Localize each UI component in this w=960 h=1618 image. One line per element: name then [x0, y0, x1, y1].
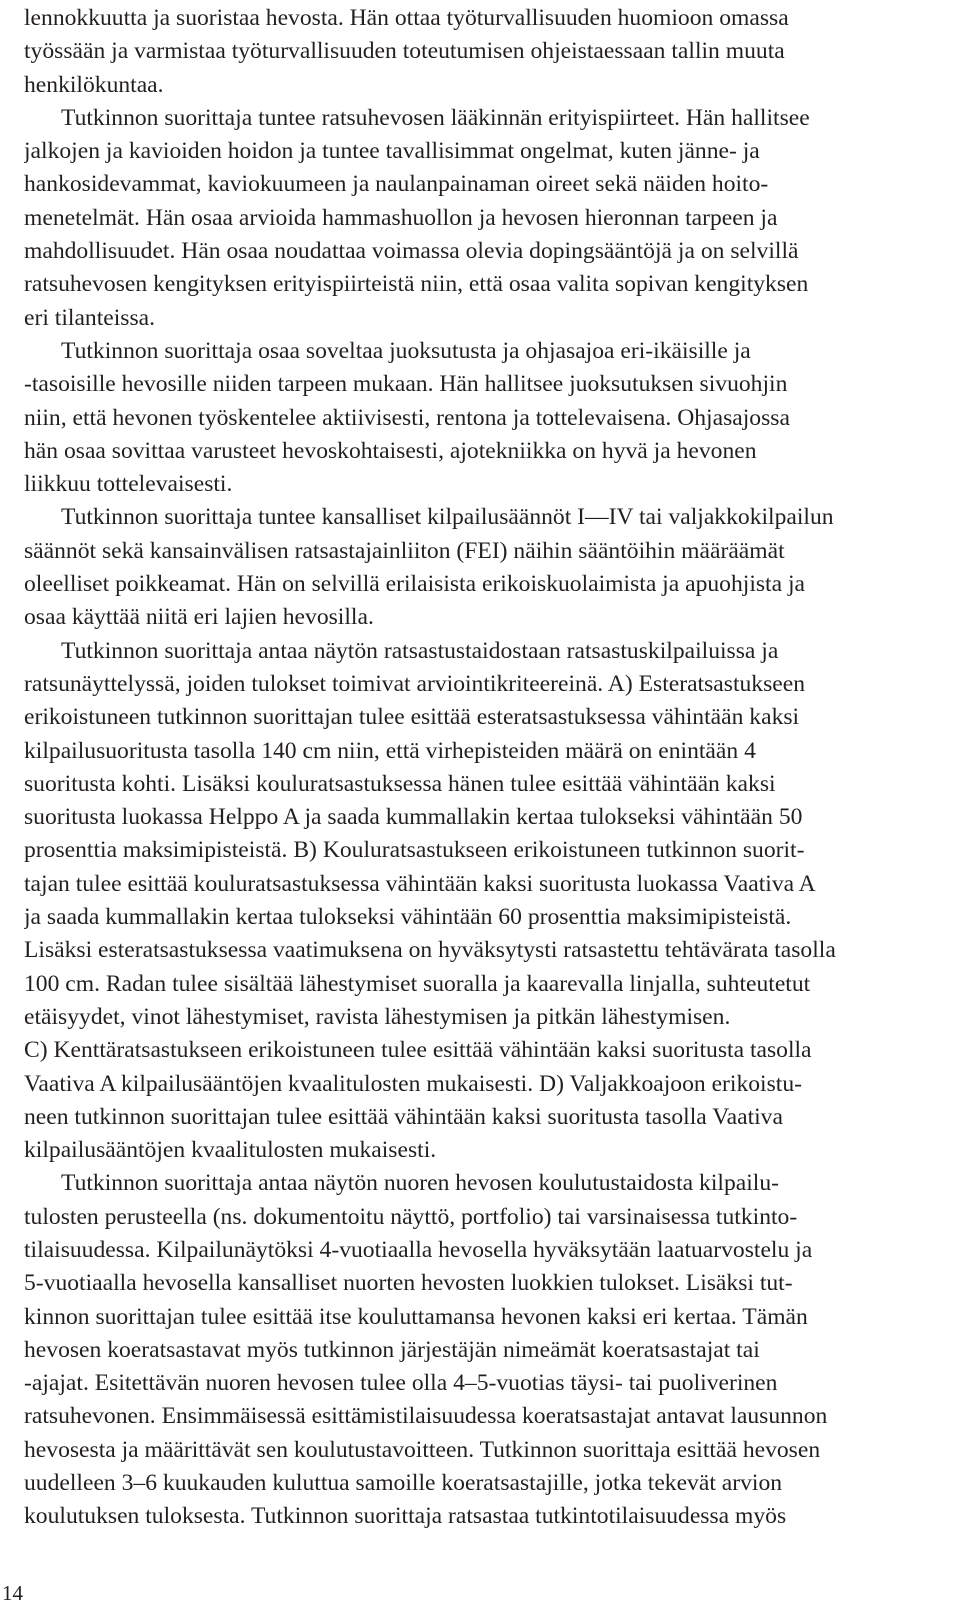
text-line: oleelliset poikkeamat. Hän on selvillä erilaisista erikoiskuolaimista ja apuohjista ja: [24, 571, 806, 598]
text-line: liikkuu tottelevaisesti.: [24, 471, 233, 498]
text-line: hevosesta ja määrittävät sen koulutustavoitteen. Tutkinnon suorittaja esittää hevosen: [24, 1436, 821, 1463]
text-line: uudelleen 3–6 kuukauden kuluttua samoille koeratsastajille, jotka tekevät arvion: [24, 1470, 783, 1497]
page-number: 14: [2, 1581, 23, 1605]
text-line: hän osaa sovittaa varusteet hevoskohtaisesti, ajotekniikka on hyvä ja hevonen: [24, 437, 757, 464]
text-line: ratsuhevonen. Ensimmäisessä esittämistilaisuudessa koeratsastajat antavat lausunnon: [24, 1403, 828, 1430]
text-line: suoritusta luokassa Helppo A ja saada kummallakin kertaa tulokseksi vähintään 50: [24, 804, 803, 831]
text-line: tulosten perusteella (ns. dokumentoitu näyttö, portfolio) tai varsinaisessa tutkinto-: [24, 1203, 798, 1230]
text-line: osaa käyttää niitä eri lajien hevosilla.: [24, 604, 374, 631]
text-line: kilpailusuoritusta tasolla 140 cm niin, että virhepisteiden määrä on enintään 4: [24, 737, 756, 764]
text-line: erikoistuneen tutkinnon suorittajan tulee esittää esteratsastuksessa vähintään kaksi: [24, 704, 800, 731]
text-line: Tutkinnon suorittaja antaa näytön ratsastustaidostaan ratsastuskilpailuissa ja: [61, 637, 779, 664]
text-line: lennokkuutta ja suoristaa hevosta. Hän ottaa työturvallisuuden huomioon omassa: [24, 5, 789, 31]
text-line: eri tilanteissa.: [24, 304, 156, 331]
text-line: ja saada kummallakin kertaa tulokseksi vähintään 60 prosenttia maksimipisteistä.: [24, 904, 792, 931]
body-text: [24, 2, 940, 1534]
text-line: jalkojen ja kavioiden hoidon ja tuntee tavallisimmat ongelmat, kuten jänne- ja: [24, 138, 760, 165]
text-line: suoritusta kohti. Lisäksi kouluratsastuksessa hänen tulee esittää vähintään kaksi: [24, 770, 776, 797]
text-line: henkilökuntaa.: [24, 71, 164, 98]
text-line: -tasoisille hevosille niiden tarpeen mukaan. Hän hallitsee juoksutuksen sivuohjin: [24, 371, 788, 398]
text-line: Tutkinnon suorittaja osaa soveltaa juoksutusta ja ohjasajoa eri-ikäisille ja: [61, 337, 751, 364]
text-line: hevosen koeratsastavat myös tutkinnon järjestäjän nimeämät koeratsastajat tai: [24, 1336, 760, 1363]
text-line: kinnon suorittajan tulee esittää itse kouluttamansa hevonen kaksi eri kertaa. Tämän: [24, 1303, 808, 1330]
text-line: ratsunäyttelyssä, joiden tulokset toimivat arviointikriteereinä. A) Esteratsastukseen: [24, 670, 806, 697]
text-line: etäisyydet, vinot lähestymiset, ravista lähestymisen ja pitkän lähestymisen.: [24, 1003, 731, 1030]
text-line: työssään ja varmistaa työturvallisuuden toteutumisen ohjeistaessaan tallin muuta: [24, 38, 785, 65]
text-line: -ajajat. Esitettävän nuoren hevosen tulee olla 4–5-vuotias täysi- tai puoliverinen: [24, 1370, 778, 1397]
text-line: Tutkinnon suorittaja antaa näytön nuoren hevosen koulutustaidosta kilpailu-: [61, 1170, 779, 1197]
text-line: koulutuksen tuloksesta. Tutkinnon suorittaja ratsastaa tutkintotilaisuudessa myös: [24, 1503, 787, 1530]
text-line: niin, että hevonen työskentelee aktiivisesti, rentona ja tottelevaisena. Ohjasajossa: [24, 404, 790, 431]
text-line: tilaisuudessa. Kilpailunäytöksi 4-vuotiaalla hevosella hyväksytään laatuarvostelu ja: [24, 1236, 813, 1263]
text-line: Lisäksi esteratsastuksessa vaatimuksena on hyväksytysti ratsastettu tehtävärata tasolla: [24, 937, 836, 964]
text-line: 100 cm. Radan tulee sisältää lähestymiset suoralla ja kaarevalla linjalla, suhteutetut: [24, 970, 811, 997]
text-line: menetelmät. Hän osaa arvioida hammashuollon ja hevosen hieronnan tarpeen ja: [24, 204, 778, 231]
text-line: C) Kenttäratsastukseen erikoistuneen tulee esittää vähintään kaksi suoritusta tasolla: [24, 1037, 812, 1064]
text-line: säännöt sekä kansainvälisen ratsastajainliiton (FEI) näihin sääntöihin määräämät: [24, 537, 785, 564]
text-line: 5-vuotiaalla hevosella kansalliset nuorten hevosten luokkien tulokset. Lisäksi tut-: [24, 1270, 793, 1297]
text-line: neen tutkinnon suorittajan tulee esittää vähintään kaksi suoritusta tasolla Vaativa: [24, 1103, 783, 1130]
text-line: ratsuhevosen kengityksen erityispiirteistä niin, että osaa valita sopivan kengityksen: [24, 271, 809, 298]
text-line: tajan tulee esittää kouluratsastuksessa vähintään kaksi suoritusta luokassa Vaativa A: [24, 870, 816, 897]
text-line: kilpailusääntöjen kvaalitulosten mukaisesti.: [24, 1137, 437, 1164]
text-line: Tutkinnon suorittaja tuntee kansalliset kilpailusäännöt I—IV tai valjakkokilpailun: [61, 504, 834, 531]
text-line: Vaativa A kilpailusääntöjen kvaalitulosten mukaisesti. D) Valjakkoajoon erikoistu-: [24, 1070, 803, 1097]
text-line: prosenttia maksimipisteistä. B) Kouluratsastukseen erikoistuneen tutkinnon suorit-: [24, 837, 805, 864]
text-line: mahdollisuudet. Hän osaa noudattaa voimassa olevia dopingsääntöjä ja on selvillä: [24, 238, 799, 265]
text-line: hankosidevammat, kaviokuumeen ja naulanpainaman oireet sekä näiden hoito-: [24, 171, 769, 198]
text-line: Tutkinnon suorittaja tuntee ratsuhevosen lääkinnän erityispiirteet. Hän hallitsee: [61, 104, 810, 131]
